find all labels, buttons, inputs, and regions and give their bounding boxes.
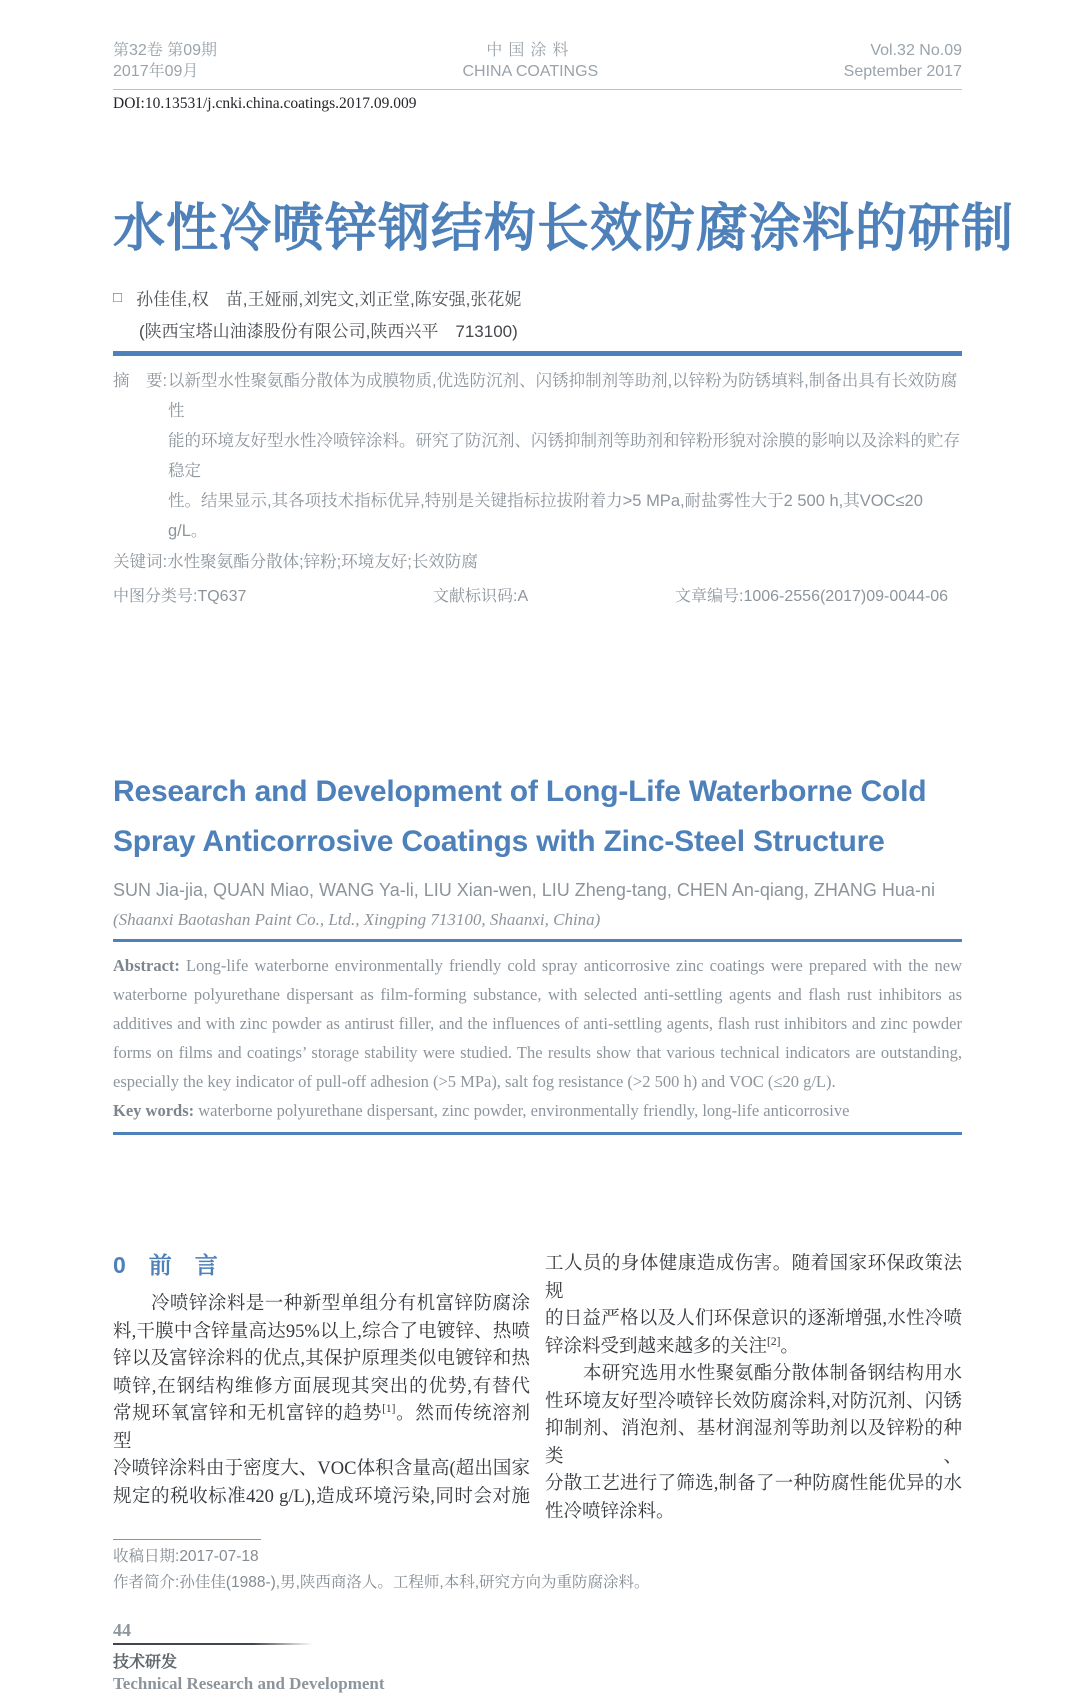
journal-name-cn: 中国涂料 (486, 42, 575, 59)
clc-label: 中图分类号: (113, 588, 198, 605)
body-columns (113, 1251, 962, 1526)
abstract-en-top-rule (113, 939, 962, 942)
article-title-cn: 水性冷喷锌钢结构长效防腐涂料的研制 (113, 200, 1015, 258)
journal-header (113, 40, 962, 82)
received-date-value: 2017-07-18 (179, 1548, 259, 1565)
keywords-cn-label: 关键词: (113, 553, 168, 571)
abstract-en-label: Abstract: (113, 956, 180, 975)
affiliation-cn: (陕西宝塔山油漆股份有限公司,陕西兴平 713100) (139, 322, 518, 341)
authors-en: SUN Jia-jia, QUAN Miao, WANG Ya-li, LIU Xian-wen, LIU Zheng-tang, CHEN An-qiang, ZHANG Hua-ni (113, 880, 935, 900)
section-heading-intro: 0 前 言 (113, 1252, 218, 1278)
author-marker-icon: □ (113, 289, 123, 306)
header-divider (113, 89, 962, 90)
document-code-value: A (517, 588, 529, 605)
article-id-value: 1006-2556(2017)09-0044-06 (743, 588, 949, 605)
date-en: September 2017 (843, 63, 962, 80)
journal-name-en: CHINA COATINGS (462, 63, 599, 80)
doi-line: DOI:10.13531/j.cnki.china.coatings.2017.09.009 (113, 95, 417, 112)
affiliation-en: (Shaanxi Baotashan Paint Co., Ltd., Xingping 713100, Shaanxi, China) (113, 910, 601, 929)
title-divider-rule (113, 351, 962, 356)
abstract-cn-block (113, 366, 962, 546)
abstract-en-text: Long-life waterborne environmentally friendly cold spray anticorrosive zinc coatings were prepared with the new waterborne polyurethane dispersant as film-forming substance, with selected anti-settling agents and flash rust inhibitors as additives and with zinc powder as antirust filler, and the influences of anti-settling agents, flash rust inhibitors and zinc powder forms on films and coatings’ storage stability were studied. The results show that various technical indicators are outstanding, especially the key indicator of pull-off adhesion (>5 MPa), salt fog resistance (>2 500 h) and VOC (≤20 g/L). (113, 956, 962, 1091)
page-number: 44 (113, 1620, 131, 1640)
body-column-right (545, 1251, 962, 1526)
header-issue-info (113, 40, 217, 82)
authors-cn: 孙佳佳,权 苗,王娅丽,刘宪文,刘正堂,陈安强,张花妮 (136, 290, 522, 309)
received-date-label: 收稿日期: (113, 1548, 180, 1565)
abstract-en-bottom-rule (113, 1132, 962, 1135)
footnote-rule (113, 1539, 261, 1540)
article-id (675, 585, 962, 609)
volume-issue-en: Vol.32 No.09 (870, 42, 962, 59)
keywords-cn: 水性聚氨酯分散体;锌粉;环境友好;长效防腐 (167, 553, 478, 571)
article-id-label: 文章编号: (675, 588, 744, 605)
intro-text-right: 工人员的身体健康造成伤害。随着国家环保政策法规 的日益严格以及人们环保意识的逐渐增强,水性冷喷 锌涂料受到越来越多的关注[2]。 本研究选用水性聚氨酯分散体制备钢结构用水 性环境友好型冷喷锌长效防腐涂料,对防沉剂、闪锈 抑制剂、消泡剂、基材润湿剂等助剂以及锌粉的种类、 分散工艺进行了筛选,制备了一种防腐性能优异的水 性冷喷锌涂料。 (545, 1254, 962, 1522)
abstract-cn-label: 摘 要: (113, 372, 168, 390)
authors-cn-row (113, 285, 962, 310)
journal-name (463, 40, 599, 82)
volume-issue-cn: 第32卷 第09期 (113, 42, 218, 59)
keywords-en-label: Key words: (113, 1101, 195, 1120)
footer-column-name-en: Technical Research and Development (113, 1674, 385, 1693)
footnote-block (113, 1544, 962, 1596)
header-vol-info (844, 40, 962, 82)
received-date-line (113, 1544, 962, 1570)
author-bio-line (113, 1570, 962, 1596)
article-title-en: Research and Development of Long-Life Waterborne Cold Spray Anticorrosive Coatings with Zinc-Steel Structure (113, 775, 927, 858)
abstract-en-block (113, 951, 962, 1096)
intro-text-left: 冷喷锌涂料是一种新型单组分有机富锌防腐涂 料,干膜中含锌量高达95%以上,综合了电镀锌、热喷 锌以及富锌涂料的优点,其保护原理类似电镀锌和热 喷锌,在钢结构维修方面展现其突出的优势,有替代 常规环氧富锌和无机富锌的趋势[1]。然而传统溶剂型 冷喷锌涂料由于密度大、VOC体积含量高(超出国家 规定的税收标准420 g/L),造成环境污染,同时会对施 (113, 1294, 530, 1507)
keywords-en: waterborne polyurethane dispersant, zinc powder, environmentally friendly, long-life anticorrosive (194, 1101, 850, 1120)
abstract-cn-text: 以新型水性聚氨酯分散体为成膜物质,优选防沉剂、闪锈抑制剂等助剂,以锌粉为防锈填料,制备出具有长效防腐性 能的环境友好型水性冷喷锌涂料。研究了防沉剂、闪锈抑制剂等助剂和锌粉形貌对涂膜的影响以及涂料的贮存稳定 性。结果显示,其各项技术指标优异,特别是关键指标拉拔附着力>5 MPa,耐盐雾性大于2 500 h,其VOC≤20 g/L。 (168, 372, 960, 540)
keywords-en-row (113, 1096, 962, 1125)
keywords-cn-row (113, 548, 962, 576)
document-code (433, 585, 675, 609)
clc-value: TQ637 (197, 588, 247, 605)
body-column-left (113, 1251, 530, 1526)
date-cn: 2017年09月 (113, 63, 199, 80)
author-bio-label: 作者简介: (113, 1574, 180, 1591)
footer-rule (113, 1643, 313, 1645)
author-bio-value: 孙佳佳(1988-),男,陕西商洛人。工程师,本科,研究方向为重防腐涂料。 (179, 1574, 650, 1591)
clc-number (113, 585, 433, 609)
footer-column-name-cn: 技术研发 (113, 1654, 178, 1671)
document-code-label: 文献标识码: (433, 588, 518, 605)
article-meta-row (113, 585, 962, 609)
